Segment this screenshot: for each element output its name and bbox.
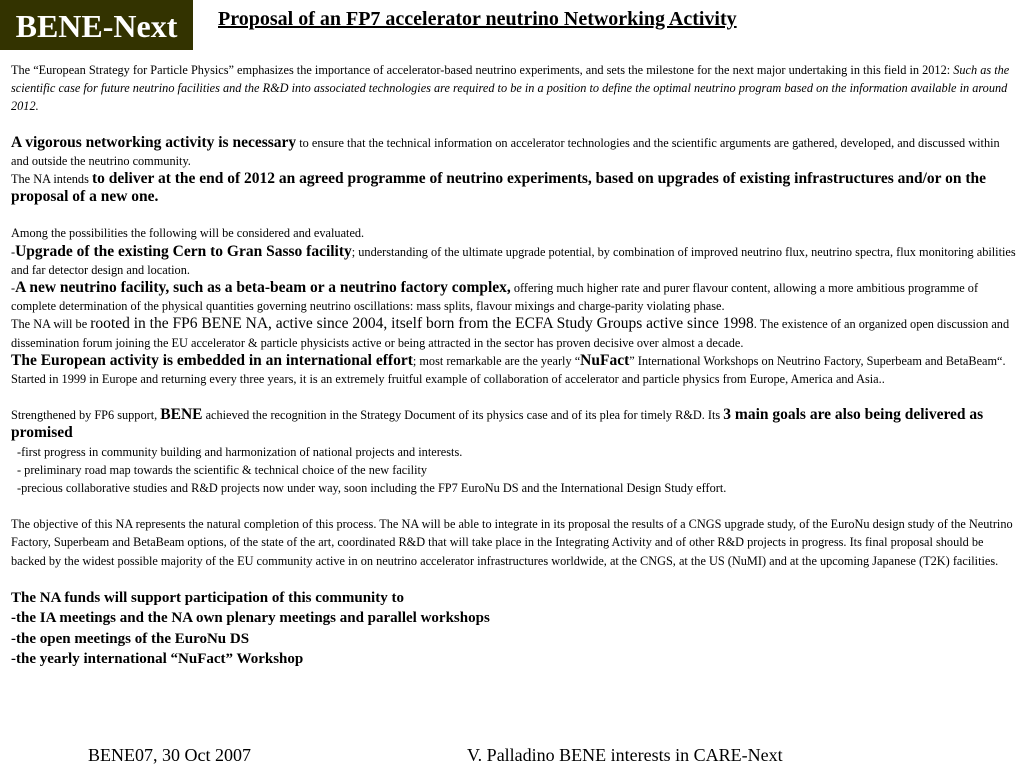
international-text: ; most remarkable are the yearly “ [412,353,581,368]
intro-quote: Such as the scientific case for future neutrino facilities and the R&D into associated technologies are required to be in a position to define the optimal neutrino program based on the information available in around 2012. [11,63,1010,114]
possibilities-intro: Among the possibilities the following will be considered and evaluated. [11,226,365,241]
strengthened-prefix: Strengthened by FP6 support, [11,408,161,423]
possibility-new-facility: -A new neutrino facility, such as a beta-beam or a neutrino factory complex, offering much higher rate and purer flavour content, allowing a more ambitious programme of complete determination of the physical quantities governing neutrino oscillations: mass splits, flavour mixings and charge-parity violating phase. [11,279,979,314]
funds-list [11,588,1019,670]
funds-item: -the yearly international “NuFact” Workshop [11,651,304,668]
bene-next-logo: BENE-Next [0,0,193,50]
spacer [11,570,1019,588]
intends-prefix: The NA intends [11,172,92,187]
rooted-paragraph [11,315,1019,351]
rooted-big: rooted in the FP6 BENE NA, active since 2004, itself born from the ECFA Study Groups active since 1998 [90,315,754,333]
new-facility-bold: A new neutrino facility, such as a beta-beam or a neutrino factory complex, [15,279,511,297]
funds-item: -the IA meetings and the NA own plenary meetings and parallel workshops [11,610,490,627]
spacer [11,206,1019,224]
intends-bold: to deliver at the end of 2012 an agreed programme of neutrino experiments, based on upgrades of existing infrastructures and/or on the proposal of a new one. [11,170,987,206]
international-bold: The European activity is embedded in an international effort [11,351,413,369]
spacer [11,388,1019,406]
funds-item: -the open meetings of the EuroNu DS [11,630,250,647]
intro-paragraph [11,61,1019,116]
intro-text: The “European Strategy for Particle Physics” emphasizes the importance of accelerator-based neutrino experiments, and sets the milestone for the next major undertaking in this field in 2012: [11,63,954,77]
funds-heading: The NA funds will support participation of this community to [11,589,404,606]
page-title: Proposal of an FP7 accelerator neutrino Networking Activity [218,8,737,30]
networking-paragraph [11,134,1019,170]
international-paragraph [11,352,1019,388]
main-content [11,61,1019,670]
footer-author: V. Palladino BENE interests in CARE-Next [467,745,783,765]
intends-paragraph [11,170,1019,206]
networking-text: to ensure that the technical information on accelerator technologies and the scientific arguments are gathered, developed, and discussed within and outside the neutrino community. [11,135,1000,168]
new-facility-text: offering much higher rate and purer flavour content, allowing a more ambitious programme of complete determination of the physical quantities governing neutrino oscillations: mass splits, flavour mixings and charge-parity violating phase. [11,281,979,314]
rooted-prefix: The NA will be [11,317,91,332]
bene-label: BENE [160,406,203,424]
goals-bold: 3 main goals are also being delivered as promised [11,406,984,442]
spacer [11,497,1019,515]
footer-date: BENE07, 30 Oct 2007 [88,745,251,765]
nufact-label: NuFact [580,351,630,369]
strengthened-text: achieved the recognition in the Strategy Document of its physics case and of its plea for timely R&D. Its [202,408,724,423]
possibility-upgrade: -Upgrade of the existing Cern to Gran Sasso facility; understanding of the ultimate upgrade potential, by combination of improved neutrino flux, neutrino spectra, flux monitoring abilities and far detector design and location. [11,242,1016,277]
goal-item: - preliminary road map towards the scientific & technical choice of the new facility [17,462,428,477]
objective-paragraph: The objective of this NA represents the natural completion of this process. The NA will be able to integrate in its proposal the results of a CNGS upgrade study, of the EuroNu design study of the Neutrino Factory, Superbeam and BetaBeam options, of the state of the art, coordinated R&D that will take place in the Integrating Activity and of other R&D projects in progress. Its final proposal should be backed by the widest possible majority of the EU community active in on neutrino accelerator infrastructures worldwide, at the CNGS, at the US (NuMI) and at the upcoming Japanese (T2K) facilities. [11,517,1013,568]
international-text-2: ” International Workshops on Neutrino Factory, Superbeam and BetaBeam“. Started in 1999 in Europe and returning every three years, it is an extremely fruitful example of collaboration of accelerator and particle physics from Europe, America and Asia.. [11,353,1006,387]
goal-item: -precious collaborative studies and R&D projects now under way, soon including the FP7 EuroNu DS and the International Design Study effort. [17,481,727,496]
upgrade-bold: Upgrade of the existing Cern to Gran Sasso facility [15,242,352,260]
rooted-text: . The existence of an organized open discussion and dissemination forum joining the EU accelerator & particle physicists active or being attracted in the sector has proven decisive over almost a decade. [11,317,1010,350]
strengthened-paragraph [11,406,1019,442]
spacer [11,116,1019,134]
upgrade-text: ; understanding of the ultimate upgrade potential, by combination of improved neutrino flux, neutrino spectra, flux monitoring abilities and far detector design and location. [11,244,1016,277]
networking-lead: A vigorous networking activity is necessary [11,133,297,151]
goal-item: -first progress in community building and harmonization of national projects and interests. [17,444,463,459]
